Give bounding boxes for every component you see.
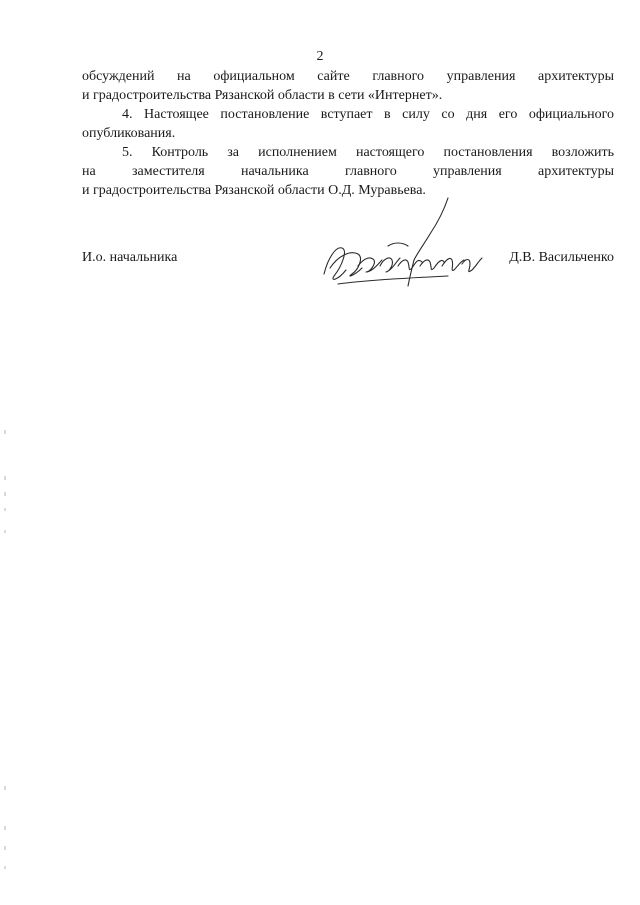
paragraph-4-line-1: 4. Настоящее постановление вступает в силу со дня его официального: [122, 107, 614, 122]
paragraph-5-line-3: и градостроительства Рязанской области О.Д. Муравьева.: [82, 183, 426, 198]
paragraph-4-line-2: опубликования.: [82, 126, 176, 141]
handwritten-signature: [318, 196, 498, 296]
paragraph-3-line-1: обсуждений на официальном сайте главного управления архитектуры: [82, 69, 614, 84]
signatory-name: Д.В. Васильченко: [509, 250, 614, 265]
page-number: 2: [316, 49, 324, 64]
paragraph-5-line-1: 5. Контроль за исполнением настоящего постановления возложить: [122, 145, 614, 160]
scan-margin-marks: [2, 0, 8, 905]
signatory-position: И.о. начальника: [82, 250, 178, 265]
paragraph-5-line-2: на заместителя начальника главного управления архитектуры: [82, 164, 614, 179]
paragraph-3-line-2: и градостроительства Рязанской области в сети «Интернет».: [82, 88, 443, 103]
